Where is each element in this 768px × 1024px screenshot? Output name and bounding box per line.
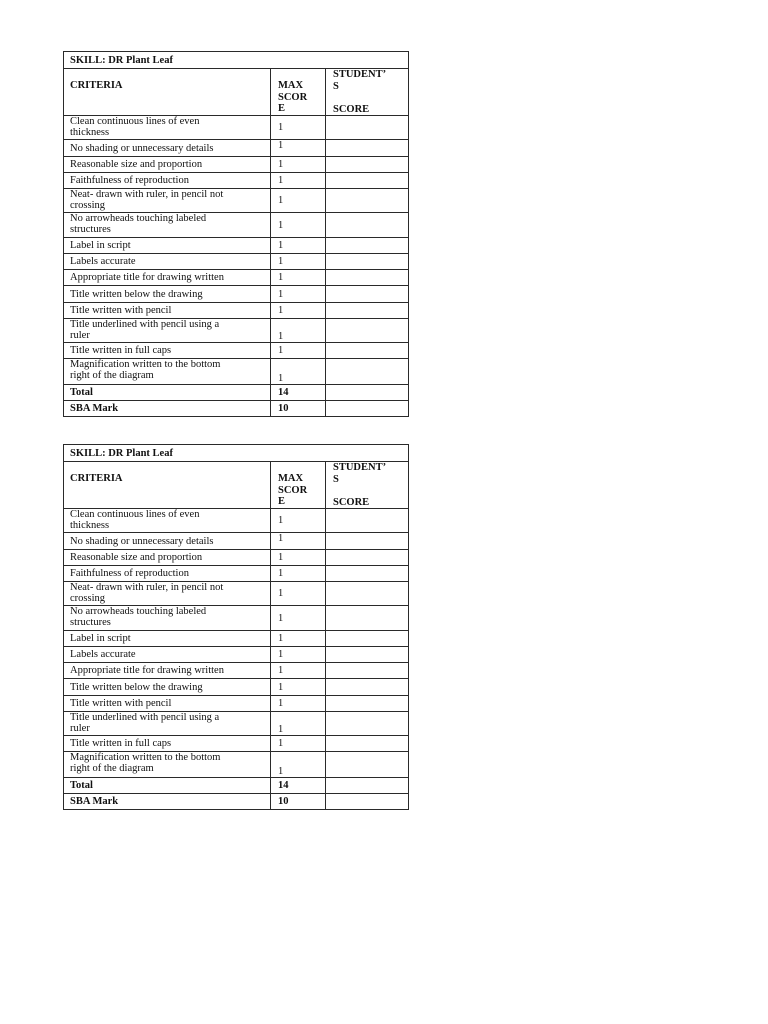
table-row <box>64 566 409 582</box>
total-student-score[interactable] <box>326 385 409 401</box>
max-score-cell: 1 <box>271 582 326 606</box>
student-score-cell[interactable] <box>326 286 409 303</box>
max-score-cell: 1 <box>271 189 326 213</box>
criterion-cell: No arrowheads touching labeled structures <box>64 606 271 631</box>
table-row <box>64 606 409 631</box>
total-row <box>64 778 409 794</box>
student-score-cell[interactable] <box>326 582 409 606</box>
student-score-cell[interactable] <box>326 189 409 213</box>
criterion-cell: Title written in full caps <box>64 736 271 752</box>
student-score-cell[interactable] <box>326 550 409 566</box>
criterion-cell: Label in script <box>64 631 271 647</box>
max-score-cell: 1 <box>271 509 326 533</box>
table-row <box>64 359 409 385</box>
criteria-header: CRITERIA <box>64 462 271 509</box>
criterion-cell: No shading or unnecessary details <box>64 140 271 157</box>
max-score-cell: 1 <box>271 213 326 238</box>
student-score-cell[interactable] <box>326 533 409 550</box>
student-score-cell[interactable] <box>326 736 409 752</box>
table-row <box>64 286 409 303</box>
table-row <box>64 752 409 778</box>
criterion-cell: Neat- drawn with ruler, in pencil not crossing <box>64 582 271 606</box>
table-row <box>64 343 409 359</box>
table-row <box>64 736 409 752</box>
criterion-cell: Labels accurate <box>64 254 271 270</box>
student-score-cell[interactable] <box>326 173 409 189</box>
student-score-cell[interactable] <box>326 509 409 533</box>
student-score-cell[interactable] <box>326 343 409 359</box>
skill-title: SKILL: DR Plant Leaf <box>64 445 409 462</box>
max-score-cell: 1 <box>271 359 326 385</box>
criterion-cell: Title underlined with pencil using a ruler <box>64 319 271 343</box>
table-row <box>64 254 409 270</box>
table-row <box>64 238 409 254</box>
student-score-cell[interactable] <box>326 663 409 679</box>
student-score-cell[interactable] <box>326 679 409 696</box>
criteria-header: CRITERIA <box>64 69 271 116</box>
table-row <box>64 270 409 286</box>
max-score-cell: 1 <box>271 116 326 140</box>
max-score-cell: 1 <box>271 173 326 189</box>
total-max-score: 14 <box>271 385 326 401</box>
table-row <box>64 213 409 238</box>
criterion-cell: Clean continuous lines of even thickness <box>64 509 271 533</box>
table-row <box>64 696 409 712</box>
sba-mark-max: 10 <box>271 401 326 417</box>
table-row <box>64 582 409 606</box>
criterion-cell: No arrowheads touching labeled structures <box>64 213 271 238</box>
max-score-header: MAX SCOR E <box>271 462 326 509</box>
skill-row <box>64 52 409 69</box>
max-score-cell: 1 <box>271 647 326 663</box>
table-row <box>64 173 409 189</box>
max-score-cell: 1 <box>271 631 326 647</box>
table-row <box>64 647 409 663</box>
criterion-cell: Faithfulness of reproduction <box>64 566 271 582</box>
table-row <box>64 509 409 533</box>
max-score-header: MAX SCOR E <box>271 69 326 116</box>
max-score-cell: 1 <box>271 238 326 254</box>
max-score-cell: 1 <box>271 550 326 566</box>
total-student-score[interactable] <box>326 778 409 794</box>
sba-mark-row <box>64 401 409 417</box>
max-score-cell: 1 <box>271 343 326 359</box>
max-score-cell: 1 <box>271 696 326 712</box>
max-score-cell: 1 <box>271 752 326 778</box>
rubric-table-2 <box>63 444 409 810</box>
criterion-cell: Neat- drawn with ruler, in pencil not crossing <box>64 189 271 213</box>
table-row <box>64 116 409 140</box>
max-score-cell: 1 <box>271 566 326 582</box>
criterion-cell: Reasonable size and proportion <box>64 157 271 173</box>
student-score-cell[interactable] <box>326 303 409 319</box>
student-score-cell[interactable] <box>326 157 409 173</box>
criterion-cell: Magnification written to the bottom right of the diagram <box>64 359 271 385</box>
criterion-cell: Label in script <box>64 238 271 254</box>
max-score-cell: 1 <box>271 679 326 696</box>
table-row <box>64 631 409 647</box>
student-score-cell[interactable] <box>326 359 409 385</box>
criterion-cell: Title written in full caps <box>64 343 271 359</box>
total-label: Total <box>64 385 271 401</box>
table-row <box>64 679 409 696</box>
criterion-cell: Magnification written to the bottom right of the diagram <box>64 752 271 778</box>
student-score-cell[interactable] <box>326 213 409 238</box>
max-score-cell: 1 <box>271 254 326 270</box>
student-score-cell[interactable] <box>326 238 409 254</box>
criterion-cell: Appropriate title for drawing written <box>64 270 271 286</box>
sba-mark-label: SBA Mark <box>64 401 271 417</box>
sba-mark-student-score[interactable] <box>326 401 409 417</box>
criterion-cell: Title written with pencil <box>64 696 271 712</box>
criterion-cell: Title underlined with pencil using a ruler <box>64 712 271 736</box>
student-score-cell[interactable] <box>326 566 409 582</box>
max-score-cell: 1 <box>271 319 326 343</box>
max-score-cell: 1 <box>271 140 326 157</box>
criterion-cell: Title written below the drawing <box>64 286 271 303</box>
criterion-cell: Reasonable size and proportion <box>64 550 271 566</box>
criterion-cell: No shading or unnecessary details <box>64 533 271 550</box>
total-max-score: 14 <box>271 778 326 794</box>
table-row <box>64 189 409 213</box>
total-row <box>64 385 409 401</box>
max-score-cell: 1 <box>271 270 326 286</box>
sba-mark-label: SBA Mark <box>64 794 271 810</box>
max-score-cell: 1 <box>271 663 326 679</box>
skill-title: SKILL: DR Plant Leaf <box>64 52 409 69</box>
skill-row <box>64 445 409 462</box>
table-row <box>64 303 409 319</box>
sba-mark-max: 10 <box>271 794 326 810</box>
rubric-table-1 <box>63 51 409 417</box>
max-score-cell: 1 <box>271 736 326 752</box>
table-row <box>64 140 409 157</box>
criterion-cell: Appropriate title for drawing written <box>64 663 271 679</box>
student-score-cell[interactable] <box>326 140 409 157</box>
student-score-cell[interactable] <box>326 319 409 343</box>
max-score-cell: 1 <box>271 606 326 631</box>
sba-mark-row <box>64 794 409 810</box>
sba-mark-student-score[interactable] <box>326 794 409 810</box>
criterion-cell: Faithfulness of reproduction <box>64 173 271 189</box>
student-score-cell[interactable] <box>326 606 409 631</box>
student-score-cell[interactable] <box>326 631 409 647</box>
criterion-cell: Clean continuous lines of even thickness <box>64 116 271 140</box>
max-score-cell: 1 <box>271 303 326 319</box>
student-score-header: STUDENT’ S SCORE <box>326 462 409 509</box>
max-score-cell: 1 <box>271 157 326 173</box>
table-row <box>64 157 409 173</box>
student-score-cell[interactable] <box>326 712 409 736</box>
student-score-cell[interactable] <box>326 647 409 663</box>
student-score-cell[interactable] <box>326 254 409 270</box>
student-score-cell[interactable] <box>326 270 409 286</box>
criterion-cell: Labels accurate <box>64 647 271 663</box>
criterion-cell: Title written with pencil <box>64 303 271 319</box>
table-row <box>64 550 409 566</box>
student-score-cell[interactable] <box>326 696 409 712</box>
table-row <box>64 533 409 550</box>
table-row <box>64 663 409 679</box>
max-score-cell: 1 <box>271 533 326 550</box>
max-score-cell: 1 <box>271 712 326 736</box>
criterion-cell: Title written below the drawing <box>64 679 271 696</box>
student-score-cell[interactable] <box>326 116 409 140</box>
table-row <box>64 319 409 343</box>
header-row <box>64 462 409 509</box>
header-row <box>64 69 409 116</box>
table-row <box>64 712 409 736</box>
student-score-header: STUDENT’ S SCORE <box>326 69 409 116</box>
max-score-cell: 1 <box>271 286 326 303</box>
total-label: Total <box>64 778 271 794</box>
student-score-cell[interactable] <box>326 752 409 778</box>
